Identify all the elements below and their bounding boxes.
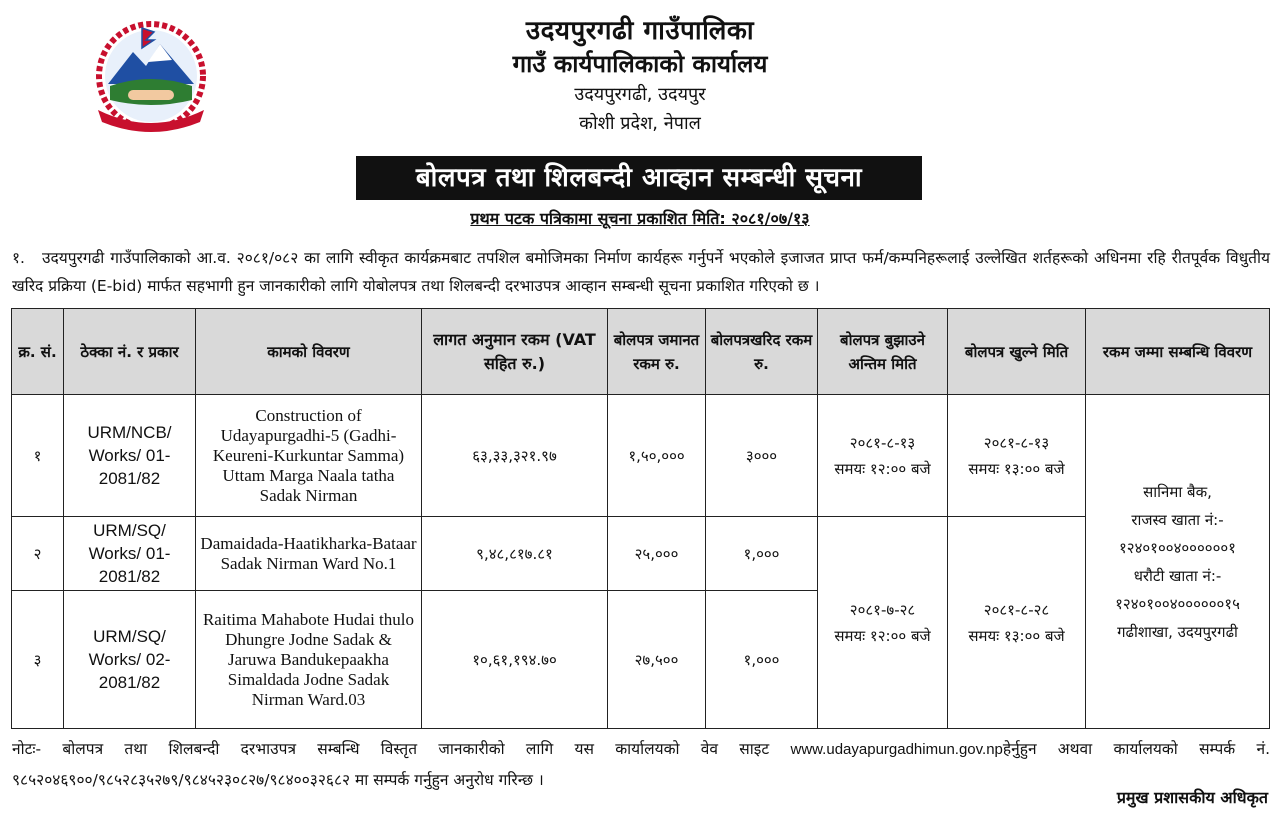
- merged-opening-date: [948, 517, 1086, 729]
- row-bid-security: २५,०००: [608, 517, 706, 591]
- row-estimate: १०,६१,१९४.७०: [422, 591, 608, 729]
- submit-time: समयः १२:०० बजे: [834, 459, 931, 478]
- footer-note: [12, 734, 1270, 795]
- open-time: समयः १३:०० बजे: [968, 459, 1065, 478]
- table-row: [12, 395, 1270, 517]
- revenue-account-number: १२४०१००४००००००१: [1118, 538, 1236, 557]
- intro-number: १.: [12, 249, 25, 267]
- merged-submit-deadline: [818, 517, 948, 729]
- website-link[interactable]: www.udayapurgadhimun.gov.np: [790, 741, 1003, 758]
- table-row: [12, 517, 1270, 591]
- header-doc-fee: बोलपत्रखरिद रकम रु.: [706, 309, 818, 395]
- tender-table: [11, 308, 1270, 729]
- row-estimate: ९,४८,८१७.८१: [422, 517, 608, 591]
- submit-time: समयः १२:०० बजे: [834, 626, 931, 645]
- header-estimate: लागत अनुमान रकम (VAT सहित रु.): [422, 309, 608, 395]
- row-doc-fee: ३०००: [706, 395, 818, 517]
- submit-date: २०८१-७-२८: [849, 600, 916, 619]
- row-sn: २: [12, 517, 64, 591]
- row-estimate: ६३,३३,३२१.९७: [422, 395, 608, 517]
- header-bid-security: बोलपत्र जमानत रकम रु.: [608, 309, 706, 395]
- notice-title: बोलपत्र तथा शिलबन्दी आव्हान सम्बन्धी सूचना: [356, 156, 922, 200]
- header-description: कामको विवरण: [196, 309, 422, 395]
- submit-date: २०८१-८-१३: [849, 433, 916, 452]
- row-opening-date: [948, 395, 1086, 517]
- deposit-details: [1086, 395, 1270, 729]
- open-time: समयः १३:०० बजे: [968, 626, 1065, 645]
- letterhead: [0, 14, 1280, 138]
- open-date: २०८१-८-१३: [983, 433, 1050, 452]
- office-name: गाउँ कार्यपालिकाको कार्यालय: [512, 50, 768, 78]
- header-sn: क्र. सं.: [12, 309, 64, 395]
- publication-date: प्रथम पटक पत्रिकामा सूचना प्रकाशित मिति: २०८१/०७/१३: [470, 209, 810, 228]
- revenue-account-label: राजस्व खाता नं:-: [1131, 510, 1224, 529]
- municipality-name: उदयपुरगढी गाउँपालिका: [525, 16, 755, 46]
- row-description: Construction of Udayapurgadhi-5 (Gadhi-Keureni-Kurkuntar Samma) Uttam Marga Naala tatha Sadak Nirman: [196, 395, 422, 517]
- row-description: Damaidada-Haatikharka-Bataar Sadak Nirman Ward No.1: [196, 517, 422, 591]
- note-prefix: नोटः- बोलपत्र तथा शिलबन्दी दरभाउपत्र सम्बन्धि विस्तृत जानकारीको लागि यस कार्यालयको वेव साइट: [12, 740, 770, 758]
- row-description: Raitima Mahabote Hudai thulo Dhungre Jodne Sadak & Jaruwa Bandukepaakha Simaldada Jodne Sadak Nirman Ward.03: [196, 591, 422, 729]
- row-bid-security: १,५०,०००: [608, 395, 706, 517]
- row-contract: URM/SQ/ Works/ 01-2081/82: [64, 517, 196, 591]
- bank-name: सानिमा बैक,: [1143, 482, 1212, 501]
- intro-text: उदयपुरगढी गाउँपालिकाको आ.व. २०८१/०८२ का लागि स्वीकृत कार्यक्रमबाट तपशिल बमोजिमका निर्माण कार्यहरू गर्नुपर्ने भएकोले इजाजत प्राप्त फर्म/कम्पनिहरूलाई उल्लेखित शर्तहरूको अधिनमा रहि रीतपूर्वक विधुतीय खरिद प्रक्रिया (E-bid) मार्फत सहभागी हुन जानकारीको लागि योबोलपत्र तथा शिलबन्दी दरभाउपत्र आव्हान सम्बन्धी सूचना प्रकाशित गरिएको छ ।: [12, 249, 1270, 295]
- row-sn: ३: [12, 591, 64, 729]
- row-doc-fee: १,०००: [706, 517, 818, 591]
- open-date: २०८१-८-२८: [983, 600, 1050, 619]
- bank-branch: गढीशाखा, उदयपुरगढी: [1117, 622, 1238, 641]
- address-line-1: उदयपुरगढी, उदयपुर: [574, 84, 706, 105]
- row-sn: १: [12, 395, 64, 517]
- header-deposit-details: रकम जम्मा सम्बन्धि विवरण: [1086, 309, 1270, 395]
- header-submit-deadline: बोलपत्र बुझाउने अन्तिम मिति: [818, 309, 948, 395]
- row-bid-security: २७,५००: [608, 591, 706, 729]
- row-doc-fee: १,०००: [706, 591, 818, 729]
- row-contract: URM/NCB/ Works/ 01-2081/82: [64, 395, 196, 517]
- header-opening-date: बोलपत्र खुल्ने मिति: [948, 309, 1086, 395]
- signature-title: प्रमुख प्रशासकीय अधिकृत: [1116, 788, 1268, 807]
- row-submit-deadline: [818, 395, 948, 517]
- header-contract: ठेक्का नं. र प्रकार: [64, 309, 196, 395]
- intro-paragraph: [12, 244, 1270, 300]
- note-suffix: हेर्नुहुन अथवा कार्यालयको सम्पर्क नं. ९८५२०४६९००/९८५२८३५२७९/९८४५२३०८२७/९८४००३२६८२ मा सम्पर्क गर्नुहुन अनुरोध गरिन्छ ।: [12, 740, 1270, 789]
- row-contract: URM/SQ/ Works/ 02-2081/82: [64, 591, 196, 729]
- address-line-2: कोशी प्रदेश, नेपाल: [579, 113, 701, 134]
- deposit-account-number: १२४०१००४००००००१५: [1115, 594, 1240, 613]
- deposit-account-label: धरौटी खाता नं:-: [1133, 566, 1222, 585]
